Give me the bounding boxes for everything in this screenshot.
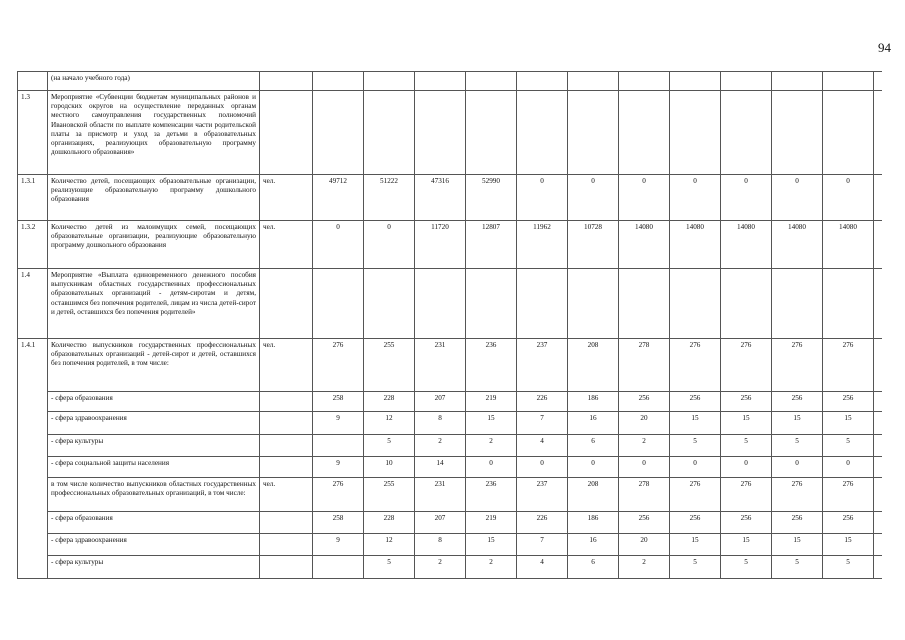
row-value [313,269,364,339]
row-value: 256 [772,512,823,534]
row-value [823,72,874,91]
row-value [364,72,415,91]
row-value: 14080 [823,221,874,269]
row-value: 10728 [568,221,619,269]
row-value: 14080 [619,221,670,269]
table-row [18,556,882,579]
row-value: 236 [466,339,517,392]
row-value: 0 [670,457,721,478]
row-value: 11720 [415,221,466,269]
row-value: 5 [772,435,823,457]
row-value [670,91,721,175]
row-value: 2 [466,556,517,579]
row-value: 9 [313,457,364,478]
table-body [18,72,882,579]
row-value: 276 [670,478,721,512]
row-value [772,269,823,339]
row-value: 47316 [415,175,466,221]
row-value: 231 [415,478,466,512]
row-value: 15 [670,534,721,556]
row-number: 1.3.1 [18,175,48,221]
row-number: 1.4.1 [18,339,48,392]
row-unit: чел. [260,175,313,221]
row-name: - сфера здравоохранения [48,534,260,556]
row-value [619,269,670,339]
row-unit: чел. [260,478,313,512]
row-value: 255 [364,339,415,392]
row-value: 7 [517,412,568,435]
row-value: 20 [619,534,670,556]
row-value [517,91,568,175]
row-unit [260,457,313,478]
row-value [874,534,882,556]
row-value [823,269,874,339]
row-value: 256 [670,392,721,412]
row-value: 278 [619,478,670,512]
row-value: 16 [568,534,619,556]
row-unit [260,72,313,91]
row-value: 2 [619,556,670,579]
row-value [874,512,882,534]
row-value [721,269,772,339]
row-value: 276 [313,339,364,392]
row-value [874,478,882,512]
row-value [874,556,882,579]
row-value: 8 [415,534,466,556]
row-value: 0 [568,175,619,221]
row-value [313,556,364,579]
table-row [18,478,882,512]
row-value [670,269,721,339]
row-value: 15 [772,534,823,556]
row-number [18,534,48,556]
row-value: 5 [823,435,874,457]
row-value: 207 [415,512,466,534]
table-row [18,512,882,534]
row-name: в том числе количество выпускников областных государственных профессиональных образовательных организаций, в том числе: [48,478,260,512]
row-value: 12 [364,534,415,556]
row-value: 14 [415,457,466,478]
row-value: 276 [823,478,874,512]
row-value: 237 [517,339,568,392]
row-value [313,91,364,175]
row-value: 12 [364,412,415,435]
row-value [874,72,882,91]
row-value [670,72,721,91]
row-value: 256 [823,512,874,534]
row-value: 256 [619,512,670,534]
table-row [18,72,882,91]
row-value: 0 [823,175,874,221]
row-value: 258 [313,512,364,534]
table-row [18,392,882,412]
row-value: 49712 [313,175,364,221]
row-value: 228 [364,392,415,412]
row-unit [260,91,313,175]
row-number [18,478,48,512]
row-value: 15 [466,534,517,556]
row-value: 4 [517,556,568,579]
row-name: - сфера культуры [48,556,260,579]
row-value: 2 [619,435,670,457]
row-value [364,269,415,339]
row-value: 15 [772,412,823,435]
row-value: 52990 [466,175,517,221]
row-value: 15 [466,412,517,435]
row-value [874,91,882,175]
row-value: 20 [619,412,670,435]
row-unit [260,412,313,435]
row-value: 4 [517,435,568,457]
row-value: 256 [619,392,670,412]
row-value: 256 [670,512,721,534]
row-value [772,72,823,91]
row-unit [260,556,313,579]
row-value: 5 [721,435,772,457]
row-name: - сфера культуры [48,435,260,457]
row-value: 0 [517,457,568,478]
row-value: 226 [517,392,568,412]
row-value: 208 [568,478,619,512]
row-value [517,269,568,339]
row-value: 228 [364,512,415,534]
row-value [619,91,670,175]
row-value [415,269,466,339]
row-value: 15 [823,534,874,556]
row-value [874,457,882,478]
row-name: Мероприятие «Выплата единовременного денежного пособия выпускникам областных государственных профессиональных образовательных организаций - детям-сиротам и детям, оставшимся без попечения родителей, лицам из числа детей-сирот и детей, оставшихся без попечения родителей» [48,269,260,339]
row-value: 15 [823,412,874,435]
row-value: 208 [568,339,619,392]
row-value [517,72,568,91]
row-number: 1.3.2 [18,221,48,269]
row-value: 0 [721,175,772,221]
row-value: 6 [568,556,619,579]
row-value: 258 [313,392,364,412]
row-value: 0 [823,457,874,478]
row-name: - сфера образования [48,512,260,534]
row-number [18,435,48,457]
row-name: - сфера здравоохранения [48,412,260,435]
row-value: 256 [721,512,772,534]
row-value: 255 [364,478,415,512]
row-value: 14080 [721,221,772,269]
row-value [874,221,882,269]
page-number: 94 [878,40,891,55]
row-value [568,269,619,339]
row-name: Мероприятие «Субвенции бюджетам муниципальных районов и городских округов на осуществление переданных органам местного самоуправления государственных полномочий Ивановской области по выплате компенсации части родительской платы за присмотр и уход за детьми в образовательных организациях, реализующих образовательную программу дошкольного образования» [48,91,260,175]
row-value [619,72,670,91]
row-value: 237 [517,478,568,512]
row-value: 5 [772,556,823,579]
row-name: Количество детей, посещающих образовательные организации, реализующие образовательную программу дошкольного образования [48,175,260,221]
row-value: 0 [721,457,772,478]
row-value: 186 [568,512,619,534]
row-value: 207 [415,392,466,412]
row-value: 276 [313,478,364,512]
row-value: 2 [466,435,517,457]
row-value: 14080 [670,221,721,269]
row-name: (на начало учебного года) [48,72,260,91]
row-unit: чел. [260,221,313,269]
row-unit [260,435,313,457]
row-value: 12807 [466,221,517,269]
row-number: 1.3 [18,91,48,175]
row-unit [260,392,313,412]
row-value: 256 [772,392,823,412]
row-value: 186 [568,392,619,412]
row-value: 0 [364,221,415,269]
row-value [568,91,619,175]
row-number [18,457,48,478]
row-value [874,175,882,221]
row-value: 256 [823,392,874,412]
row-value [415,72,466,91]
row-value: 219 [466,392,517,412]
row-value: 15 [721,534,772,556]
row-value: 0 [670,175,721,221]
row-number [18,556,48,579]
row-value: 276 [670,339,721,392]
row-value: 2 [415,435,466,457]
row-number [18,512,48,534]
row-name: - сфера социальной защиты населения [48,457,260,478]
row-value: 226 [517,512,568,534]
row-value: 11962 [517,221,568,269]
row-value: 276 [721,478,772,512]
table-row [18,412,882,435]
row-number: 1.4 [18,269,48,339]
row-value [313,435,364,457]
row-value: 219 [466,512,517,534]
row-value [568,72,619,91]
row-value [874,269,882,339]
row-value [874,412,882,435]
table-row [18,534,882,556]
row-value: 0 [772,175,823,221]
row-value: 0 [772,457,823,478]
row-value: 6 [568,435,619,457]
row-value [874,392,882,412]
row-value: 0 [466,457,517,478]
row-value: 236 [466,478,517,512]
row-value [466,91,517,175]
row-value: 15 [670,412,721,435]
row-value: 0 [568,457,619,478]
row-value: 276 [772,339,823,392]
row-value [466,269,517,339]
row-value: 0 [619,457,670,478]
row-value [721,72,772,91]
row-value: 276 [721,339,772,392]
row-value: 5 [721,556,772,579]
table-row [18,175,882,221]
row-value [823,91,874,175]
row-unit [260,534,313,556]
row-unit [260,512,313,534]
row-value [313,72,364,91]
row-value [721,91,772,175]
row-name: - сфера образования [48,392,260,412]
row-number [18,412,48,435]
table-row [18,435,882,457]
row-value: 10 [364,457,415,478]
table-row [18,457,882,478]
row-value: 0 [517,175,568,221]
row-value: 15 [721,412,772,435]
row-value: 5 [364,435,415,457]
indicators-table [17,71,882,579]
table-row [18,269,882,339]
row-value: 5 [670,556,721,579]
row-value: 9 [313,412,364,435]
row-value: 256 [721,392,772,412]
table-row [18,91,882,175]
row-value: 2 [415,556,466,579]
row-value: 0 [313,221,364,269]
row-unit: чел. [260,339,313,392]
row-value: 51222 [364,175,415,221]
row-value [874,435,882,457]
row-value: 5 [364,556,415,579]
row-number [18,392,48,412]
row-value: 278 [619,339,670,392]
row-value [415,91,466,175]
row-value: 7 [517,534,568,556]
row-value: 0 [619,175,670,221]
row-value: 276 [823,339,874,392]
row-value [466,72,517,91]
table-row [18,339,882,392]
row-unit [260,269,313,339]
row-value: 276 [772,478,823,512]
table-row [18,221,882,269]
row-value [874,339,882,392]
row-value: 9 [313,534,364,556]
row-name: Количество выпускников государственных профессиональных образовательных организаций - детей-сирот и детей, оставшихся без попечения родителей, в том числе: [48,339,260,392]
row-value [772,91,823,175]
row-name: Количество детей из малоимущих семей, посещающих образовательные организации, реализующие образовательную программу дошкольного образования [48,221,260,269]
row-number [18,72,48,91]
row-value: 16 [568,412,619,435]
row-value: 231 [415,339,466,392]
row-value: 8 [415,412,466,435]
row-value: 5 [670,435,721,457]
row-value: 5 [823,556,874,579]
row-value [364,91,415,175]
row-value: 14080 [772,221,823,269]
